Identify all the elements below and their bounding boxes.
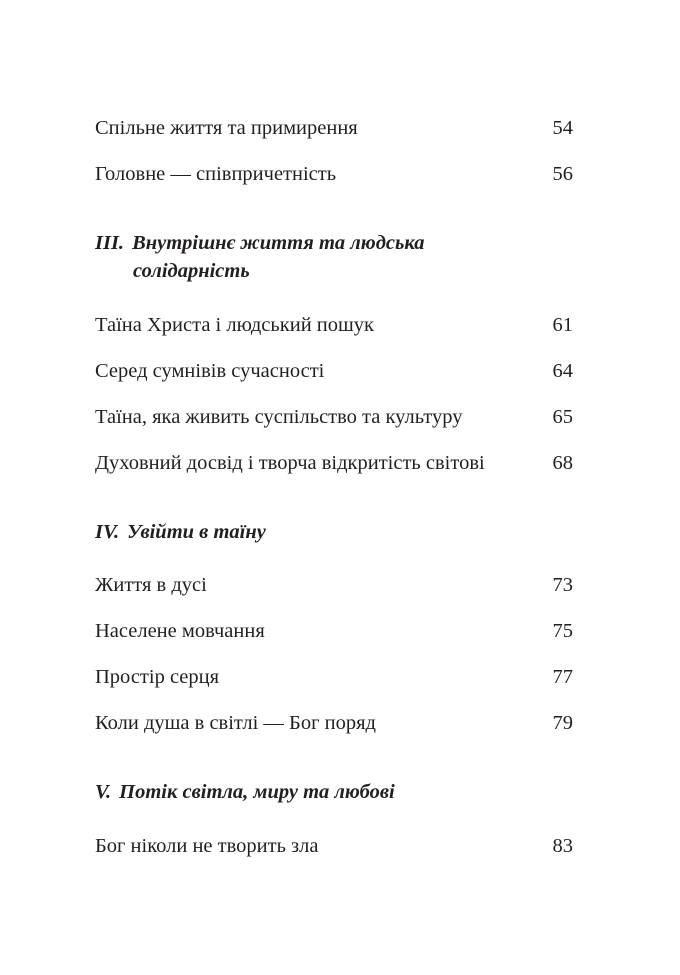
toc-entry-title: Серед сумнівів сучасності [95, 360, 325, 382]
toc-entry [95, 834, 573, 858]
toc-entry-page: 56 [552, 163, 573, 185]
toc-entry-title: Простір серця [95, 666, 220, 688]
toc-entry [95, 162, 573, 186]
section-numeral: IV. [95, 521, 120, 543]
toc-entry-title: Таїна Христа і людський пошук [95, 314, 375, 336]
section-title-continuation: солідарність [133, 260, 250, 282]
toc-entry-page: 77 [552, 666, 573, 688]
section-numeral: III. [95, 232, 125, 254]
toc-entry-title: Духовний досвід і творча відкритість світові [95, 452, 485, 474]
section-title: Увійти в таїну [127, 521, 266, 543]
section-title: Потік світла, миру та любові [119, 781, 395, 803]
toc-entry-page: 79 [552, 712, 573, 734]
section-title: Внутрішнє життя та людська [132, 232, 425, 254]
section-heading-v [95, 778, 573, 806]
toc-entry [95, 116, 573, 140]
toc-entry [95, 359, 573, 383]
section-heading-iii [95, 229, 573, 285]
toc-entry-page: 73 [552, 574, 573, 596]
section-heading-iv [95, 518, 573, 546]
toc-entry-title: Спільне життя та примирення [95, 117, 358, 139]
toc-entry-page: 64 [552, 360, 573, 382]
toc-entry-page: 83 [552, 835, 573, 857]
toc-entry [95, 405, 573, 429]
toc-entry-title: Населене мовчання [95, 620, 265, 642]
toc-entry [95, 313, 573, 337]
toc-entry-page: 75 [552, 620, 573, 642]
toc-entry [95, 573, 573, 597]
toc-entry-title: Бог ніколи не творить зла [95, 835, 319, 857]
toc-entry-title: Головне — співпричетність [95, 163, 337, 185]
toc-entry [95, 451, 573, 475]
section-numeral: V. [95, 781, 112, 803]
toc-entry-page: 68 [552, 452, 573, 474]
toc-entry-page: 65 [552, 406, 573, 428]
toc-entry-page: 54 [552, 117, 573, 139]
toc-entry-title: Коли душа в світлі — Бог поряд [95, 712, 376, 734]
toc-entry [95, 665, 573, 689]
toc-entry [95, 619, 573, 643]
toc-entry-title: Життя в дусі [95, 574, 207, 596]
toc-entry-page: 61 [552, 314, 573, 336]
toc-entry [95, 711, 573, 735]
toc-entry-title: Таїна, яка живить суспільство та культуру [95, 406, 463, 428]
